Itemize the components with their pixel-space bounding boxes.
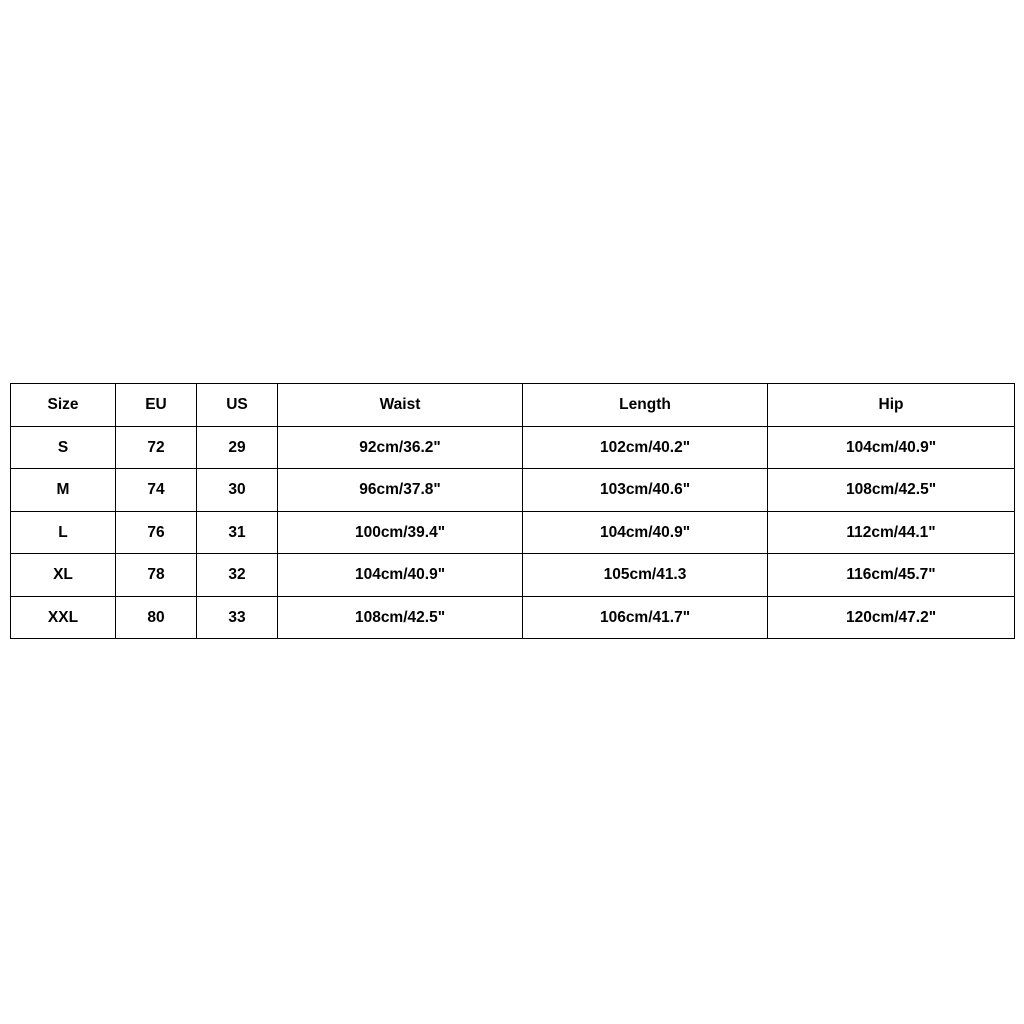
cell-us: 30 <box>197 469 278 512</box>
table-header-row <box>11 384 1015 427</box>
cell-us: 29 <box>197 426 278 469</box>
table-row <box>11 596 1015 639</box>
column-header-size: Size <box>11 384 116 427</box>
size-chart-container <box>10 383 1014 639</box>
cell-length: 105cm/41.3 <box>523 554 768 597</box>
table-row <box>11 511 1015 554</box>
cell-us: 33 <box>197 596 278 639</box>
cell-hip: 112cm/44.1" <box>768 511 1015 554</box>
cell-length: 102cm/40.2" <box>523 426 768 469</box>
cell-eu: 80 <box>116 596 197 639</box>
cell-hip: 120cm/47.2" <box>768 596 1015 639</box>
cell-eu: 76 <box>116 511 197 554</box>
cell-size: M <box>11 469 116 512</box>
column-header-length: Length <box>523 384 768 427</box>
cell-hip: 104cm/40.9" <box>768 426 1015 469</box>
cell-size: L <box>11 511 116 554</box>
column-header-waist: Waist <box>278 384 523 427</box>
cell-us: 31 <box>197 511 278 554</box>
cell-waist: 100cm/39.4" <box>278 511 523 554</box>
column-header-hip: Hip <box>768 384 1015 427</box>
cell-waist: 92cm/36.2" <box>278 426 523 469</box>
cell-size: XXL <box>11 596 116 639</box>
cell-length: 106cm/41.7" <box>523 596 768 639</box>
cell-length: 103cm/40.6" <box>523 469 768 512</box>
cell-waist: 108cm/42.5" <box>278 596 523 639</box>
size-chart-table <box>10 383 1015 639</box>
table-row <box>11 426 1015 469</box>
cell-us: 32 <box>197 554 278 597</box>
cell-waist: 96cm/37.8" <box>278 469 523 512</box>
column-header-us: US <box>197 384 278 427</box>
cell-size: XL <box>11 554 116 597</box>
cell-size: S <box>11 426 116 469</box>
column-header-eu: EU <box>116 384 197 427</box>
cell-eu: 78 <box>116 554 197 597</box>
cell-eu: 72 <box>116 426 197 469</box>
cell-waist: 104cm/40.9" <box>278 554 523 597</box>
table-row <box>11 469 1015 512</box>
table-row <box>11 554 1015 597</box>
cell-hip: 108cm/42.5" <box>768 469 1015 512</box>
cell-hip: 116cm/45.7" <box>768 554 1015 597</box>
cell-eu: 74 <box>116 469 197 512</box>
cell-length: 104cm/40.9" <box>523 511 768 554</box>
